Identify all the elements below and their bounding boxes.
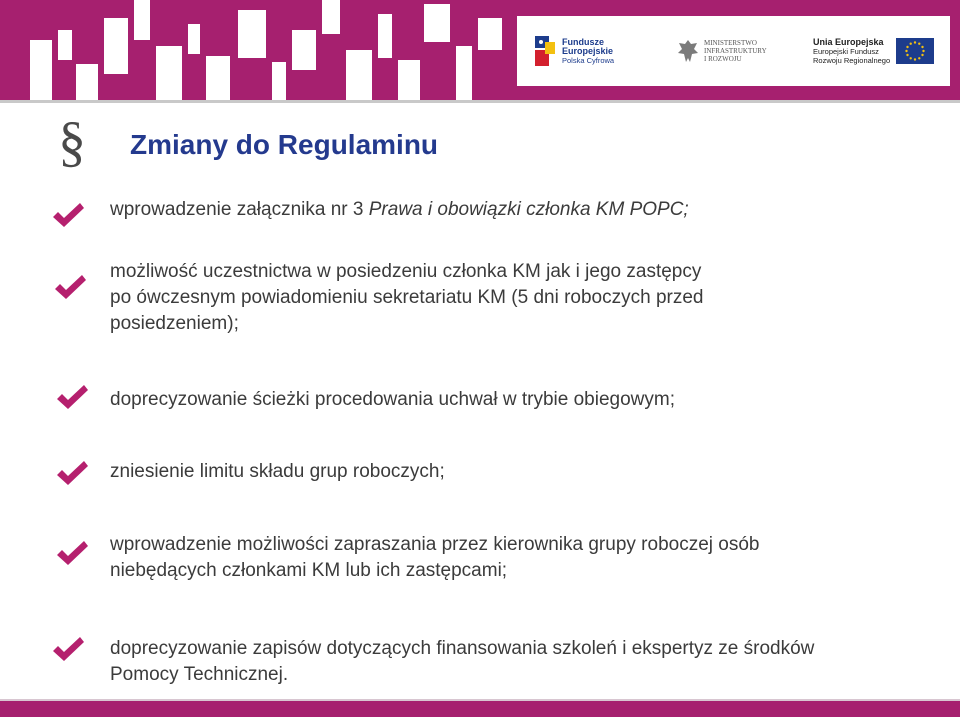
fundusze-europejskie-logo-icon — [533, 34, 557, 68]
unia-line2: Europejski Fundusz — [813, 46, 879, 56]
decorative-block — [378, 14, 392, 58]
ministerstwo-line3: I ROZWOJU — [704, 55, 742, 63]
decorative-block — [478, 18, 502, 50]
item-line: posiedzeniem); — [110, 313, 239, 334]
decorative-block — [272, 62, 286, 100]
logo-strip — [517, 16, 950, 86]
checkmark-icon — [54, 458, 90, 488]
checkmark-icon — [52, 272, 88, 302]
decorative-block — [398, 60, 420, 100]
section-sign-icon: § — [58, 111, 86, 173]
item-line: niebędących członkami KM lub ich zastępcami; — [110, 560, 508, 581]
fundusze-line1: Fundusze — [562, 36, 604, 47]
decorative-block — [30, 40, 52, 100]
list-item — [110, 259, 930, 337]
decorative-block — [104, 18, 128, 74]
item-line: po ówczesnym powiadomieniu sekretariatu KM (5 dni roboczych przed — [110, 287, 704, 308]
item-line: Pomocy Technicznej. — [110, 664, 289, 685]
ministerstwo-line1: MINISTERSTWO — [704, 39, 757, 47]
decorative-block — [292, 30, 316, 70]
list-item — [110, 636, 930, 688]
unia-europejska-logo — [813, 16, 943, 86]
list-item — [110, 387, 930, 413]
header-band — [0, 0, 960, 100]
fundusze-europejskie-logo — [533, 16, 653, 86]
decorative-block — [76, 64, 98, 100]
item-line: zniesienie limitu składu grup roboczych; — [110, 461, 445, 482]
fundusze-line2: Europejskie — [562, 45, 614, 56]
fundusze-line3: Polska Cyfrowa — [562, 55, 615, 65]
footer-band — [0, 701, 960, 717]
list-item — [110, 197, 930, 223]
decorative-block — [238, 10, 266, 58]
item-line: doprecyzowanie zapisów dotyczących finansowania szkoleń i ekspertyz ze środków — [110, 638, 815, 659]
list-item — [110, 459, 930, 485]
polish-eagle-emblem-icon — [677, 38, 699, 64]
decorative-block — [188, 24, 200, 54]
unia-line1: Unia Europejska — [813, 36, 884, 47]
decorative-block — [424, 4, 450, 42]
decorative-block — [322, 0, 340, 34]
checkmark-icon — [50, 634, 86, 664]
decorative-block — [156, 46, 182, 100]
decorative-block — [206, 56, 230, 100]
item-line: możliwość uczestnictwa w posiedzeniu członka KM jak i jego zastępcy — [110, 261, 702, 282]
unia-line3: Rozwoju Regionalnego — [813, 55, 891, 65]
eu-flag-icon — [896, 38, 934, 64]
ministerstwo-line2: INFRASTRUKTURY — [704, 47, 767, 55]
item-text: wprowadzenie załącznika nr 3 — [110, 199, 369, 220]
decorative-block — [346, 50, 372, 100]
decorative-block — [456, 46, 472, 100]
decorative-block — [58, 30, 72, 60]
page-title: Zmiany do Regulaminu — [130, 129, 439, 160]
checkmark-icon — [54, 382, 90, 412]
checkmark-icon — [50, 200, 86, 230]
item-line: wprowadzenie możliwości zapraszania przez kierownika grupy roboczej osób — [110, 534, 760, 555]
ministerstwo-logo — [677, 16, 787, 86]
checkmark-icon — [54, 538, 90, 568]
decorative-block — [134, 0, 150, 40]
item-line: doprecyzowanie ścieżki procedowania uchwał w trybie obiegowym; — [110, 389, 675, 410]
list-item — [110, 532, 930, 584]
item-emphasis: Prawa i obowiązki członka KM POPC; — [368, 199, 689, 220]
header-divider — [0, 100, 960, 103]
